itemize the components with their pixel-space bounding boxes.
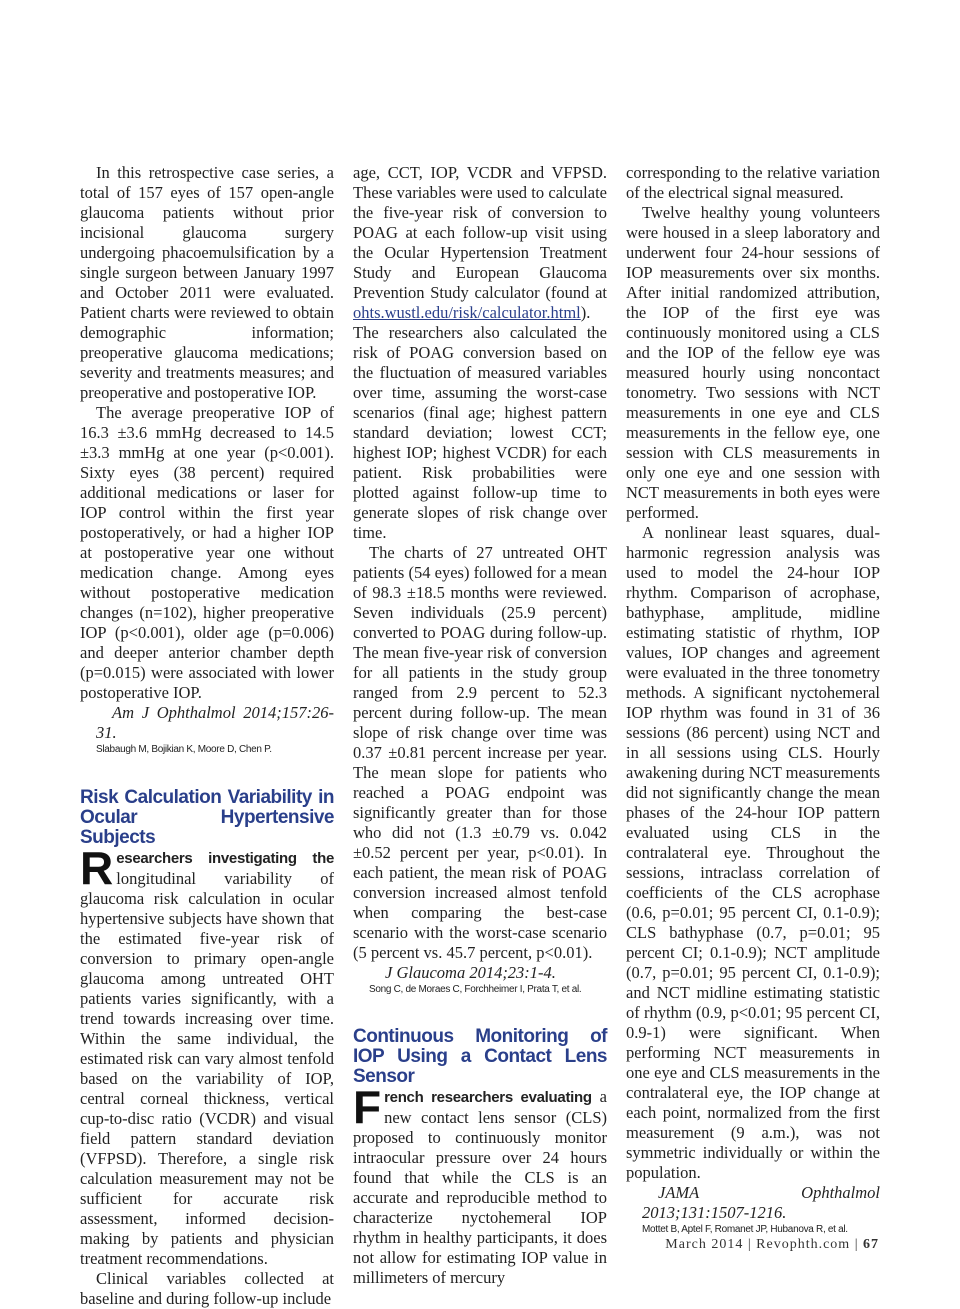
paragraph: The average preoperative IOP of 16.3 ±3.6 mmHg decreased to 14.5 ±3.3 mmHg at one year (p<0.001). Sixty eyes (38 percent) required additional medications or laser for IOP control within the first year postoperatively, or had a higher IOP at postoperative year one without medication change. Among eyes without postoperative medication changes (n=102), higher preoperative IOP (p<0.001), older age (p=0.006) and deeper anterior chamber depth (p=0.015) were associated with lower postoperative IOP. — [80, 403, 334, 702]
page-number: 67 — [863, 1237, 879, 1252]
paragraph-text: ). The researchers also calculated the risk of POAG conversion based on the fluctuation of measured variables over time, assuming the worst-case scenarios (final age; highest pattern standard deviation; lowest CCT; highest IOP; highest VCDR) for each patient. Risk probabilities were plotted against follow-up time to generate slopes of risk change over time. — [353, 303, 607, 542]
paragraph-text: longitudinal variability of glaucoma risk calculation in ocular hypertensive subjects have shown that the estimated five-year risk of conversion to primary open-angle glaucoma among untreated OHT patients varies significantly, with a trend towards increasing over time. Within the same individual, the estimated risk can vary almost tenfold based on the variability of IOP, central corneal thickness, vertical cup-to-disc ratio (VCDR) and visual field pattern standard deviation (VFPSD). Therefore, a single risk calculation measurement may not be sufficient for accurate risk assessment, informed decision-making by patients and physician treatment recommendations. — [80, 869, 334, 1268]
citation: J Glaucoma 2014;23:1-4. — [385, 963, 556, 982]
drop-cap: F — [353, 1081, 382, 1133]
spacer — [353, 996, 607, 1027]
footer-date: March 2014 — [665, 1237, 744, 1252]
calculator-link[interactable]: ohts.wustl.edu/risk/calculator.html — [353, 303, 581, 322]
paragraph-text: age, CCT, IOP, VCDR and VFPSD. These variables were used to calculate the five-year risk of conversion to POAG at each follow-up visit using the Ocular Hypertension Treatment Study and European Glaucoma Prevention Study calculator (found at — [353, 163, 607, 302]
column-2 — [353, 163, 607, 1288]
footer-separator: | — [854, 1237, 859, 1252]
paragraph: In this retrospective case series, a total of 157 eyes of 157 open-angle glaucoma patients without prior incisional glaucoma surgery undergoing phacoemulsification by a single surgeon between January 1997 and October 2011 were evaluated. Patient charts were reviewed to obtain demographic information; preoperative glaucoma medications; severity and treatments measures; and preoperative and postoperative IOP. — [80, 163, 334, 402]
footer-separator: | — [747, 1237, 752, 1252]
paragraph: Twelve healthy young volunteers were housed in a sleep laboratory and underwent four 24-hour sessions of IOP measurements over six months. After initial randomized attribution, the IOP of the first eye was continuously monitored using a CLS and the IOP of the fellow eye was measured hourly using noncontact tonometry. Two sessions with NCT measurements in one eye and CLS measurements in the fellow eye, one session with CLS measurements in only one eye and one session with NCT measurements in both eyes were performed. — [626, 203, 880, 522]
lead-in: rench researchers evaluating — [384, 1089, 592, 1106]
drop-cap: R — [80, 842, 114, 894]
paragraph: A nonlinear least squares, dual-harmonic regression analysis was used to model the 24-hour IOP rhythm. Comparison of acrophase, bathyphase, amplitude, midline estimating statistic of rhythm, IOP values, IOP changes and agreement were evaluated in the three tonometry methods. A significant nyctohemeral IOP rhythm was found in 31 of 36 sessions (86 percent) using NCT and in all sessions using CLS. Hourly awakening during NCT measurements did not significantly change the mean phases of the 24-hour IOP pattern evaluated using CLS in the contralateral eye. Throughout the sessions, intraclass correlation of coefficients of the CLS acrophase (0.6, p=0.01; 95 percent CI, 0.1-0.9); CLS bathyphase (0.7, p=0.01; 95 percent CI; 0.1-0.9); NCT amplitude (0.7, p=0.01; 95 percent CI, 0.1-0.9); and NCT midline estimating statistic of rhythm (0.9, p<0.01; 95 percent CI, 0.9-1) were significant. When performing NCT measurements in one eye and CLS measurements in the contralateral eye, the IOP change at each point, normalized from the first measurement (9 a.m.), was not symmetric individually or within the population. — [626, 523, 881, 1182]
paragraph — [353, 163, 607, 543]
article-heading: Continuous Monitoring of IOP Using a Contact Lens Sensor — [353, 1026, 607, 1087]
citation: Am J Ophthalmol 2014;157:26-31. — [96, 703, 334, 742]
page-footer — [665, 1237, 879, 1253]
column-1 — [80, 163, 334, 1309]
lead-paragraph — [353, 1081, 607, 1288]
paragraph-text: a new contact lens sensor (CLS) proposed to continuously monitor intraocular pressure over 24 hours found that while the CLS is an accurate and reproducible method to characterize nyctohemeral IOP rhythm in healthy participants, it does not allow for estimating IOP value in millimeters of mercury — [353, 1087, 607, 1287]
paragraph: corresponding to the relative variation of the electrical signal measured. — [626, 163, 880, 202]
lead-paragraph — [80, 842, 334, 1269]
authors: Song C, de Moraes C, Forchheimer I, Prata T, et al. — [369, 984, 582, 995]
paragraph: Clinical variables collected at baseline and during follow-up include — [80, 1269, 334, 1308]
article-heading: Risk Calculation Variability in Ocular Hypertensive Subjects — [80, 787, 334, 848]
paragraph: The charts of 27 untreated OHT patients (54 eyes) followed for a mean of 98.3 ±18.5 months were reviewed. Seven individuals (25.9 percent) converted to POAG during follow-up. The mean five-year risk of conversion for all patients in the study group ranged from 2.9 percent to 52.3 percent during follow-up. The mean slope of risk change over time was 0.37 ±0.81 percent increase per year. The mean slope for patients who reached a POAG endpoint was significantly greater than for those who did not (1.3 ±0.79 vs. 0.042 ±0.52 percent per year, p<0.01). In each patient, the mean risk of POAG conversion increased almost tenfold when comparing the best-case scenario with the worst-case scenario (5 percent vs. 45.7 percent, p<0.01). — [353, 543, 607, 962]
spacer — [80, 756, 334, 788]
authors: Mottet B, Aptel F, Romanet JP, Hubanova R, et al. — [642, 1224, 848, 1235]
lead-in: esearchers investigating the — [116, 850, 334, 867]
authors: Slabaugh M, Bojikian K, Moore D, Chen P. — [96, 744, 272, 755]
column-3 — [626, 163, 880, 1236]
footer-site: Revophth.com — [756, 1237, 851, 1252]
citation: JAMA Ophthalmol 2013;131:1507-1216. — [642, 1183, 880, 1222]
